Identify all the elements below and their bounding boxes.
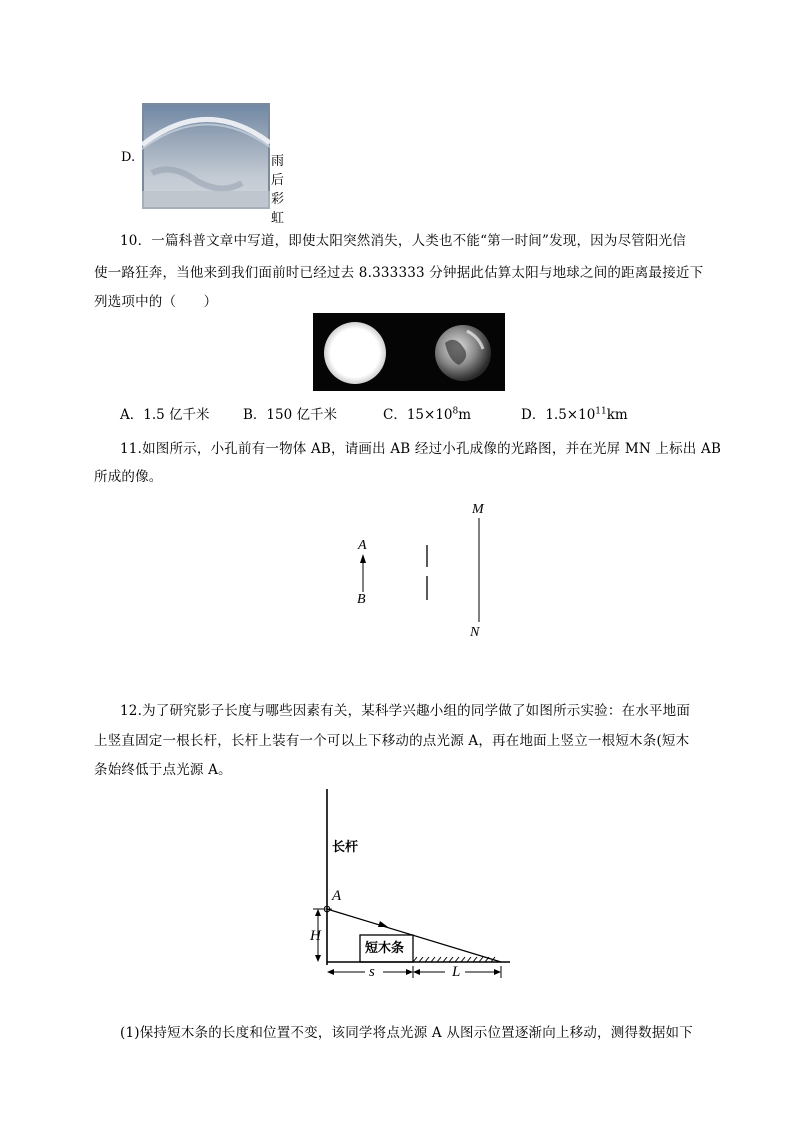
q10-line-2: 使一路狂奔，当他来到我们面前时已经过去 8.333333 分钟据此估算太阳与地球之间的距离最接近下 (94, 265, 704, 281)
q10-option-c (383, 403, 471, 423)
pinhole-diagram (340, 500, 500, 645)
light-ray (327, 909, 501, 962)
shadow-label: L (452, 964, 461, 980)
ray-arrow-icon (378, 921, 388, 927)
option-c-unit: m (458, 407, 472, 423)
label-b: B (357, 592, 366, 607)
label-a: A (358, 538, 367, 553)
q10-option-d (521, 403, 628, 423)
shadow-experiment-diagram (305, 787, 520, 987)
light-source-label: A (332, 888, 342, 904)
option-letter: D. (121, 150, 136, 165)
object-ab-arrow (360, 554, 366, 592)
q10-line-3: 列选项中的（ ） (94, 294, 218, 310)
q10-option-a: A．1.5 亿千米 (120, 407, 210, 423)
light-source-icon (322, 904, 332, 914)
q12-line-2: 上竖直固定一根长杆，长杆上装有一个可以上下移动的点光源 A，再在地面上竖立一根短木条(短木 (94, 733, 690, 749)
label-m: M (472, 502, 484, 517)
q12-sub-question-1: (1)保持短木条的长度和位置不变，该同学将点光源 A 从图示位置逐渐向上移动，测得数据如下 (120, 1025, 693, 1041)
pole-label: 长杆 (332, 839, 359, 854)
q10-line-1: 10．一篇科普文章中写道，即使太阳突然消失，人类也不能“第一时间”发现，因为尽管阳光信 (120, 233, 687, 249)
label-n: N (470, 625, 480, 640)
distance-label: s (369, 964, 375, 980)
q10-option-b: B．150 亿千米 (243, 407, 337, 423)
option-d-prefix: D．1.5×10 (521, 407, 596, 423)
height-label: H (310, 928, 321, 944)
q11-line-1: 11.如图所示，小孔前有一物体 AB，请画出 AB 经过小孔成像的光路图，并在光屏 MN 上标出 AB (120, 441, 722, 457)
q12-line-3: 条始终低于点光源 A。 (94, 762, 232, 778)
rainbow-photo (142, 103, 270, 209)
option-c-exponent: 8 (452, 406, 459, 417)
q11-line-2: 所成的像。 (94, 469, 163, 485)
sun-earth-photo (313, 313, 505, 391)
option-c-prefix: C．15×10 (383, 407, 453, 423)
option-d-exponent: 11 (595, 406, 607, 417)
option-d-unit: km (606, 407, 628, 423)
stick-label: 短木条 (365, 940, 405, 955)
q12-line-1: 12.为了研究影子长度与哪些因素有关，某科学兴趣小组的同学做了如图所示实验：在水平地面 (120, 703, 691, 719)
option-text: 雨后彩虹 (271, 154, 285, 226)
